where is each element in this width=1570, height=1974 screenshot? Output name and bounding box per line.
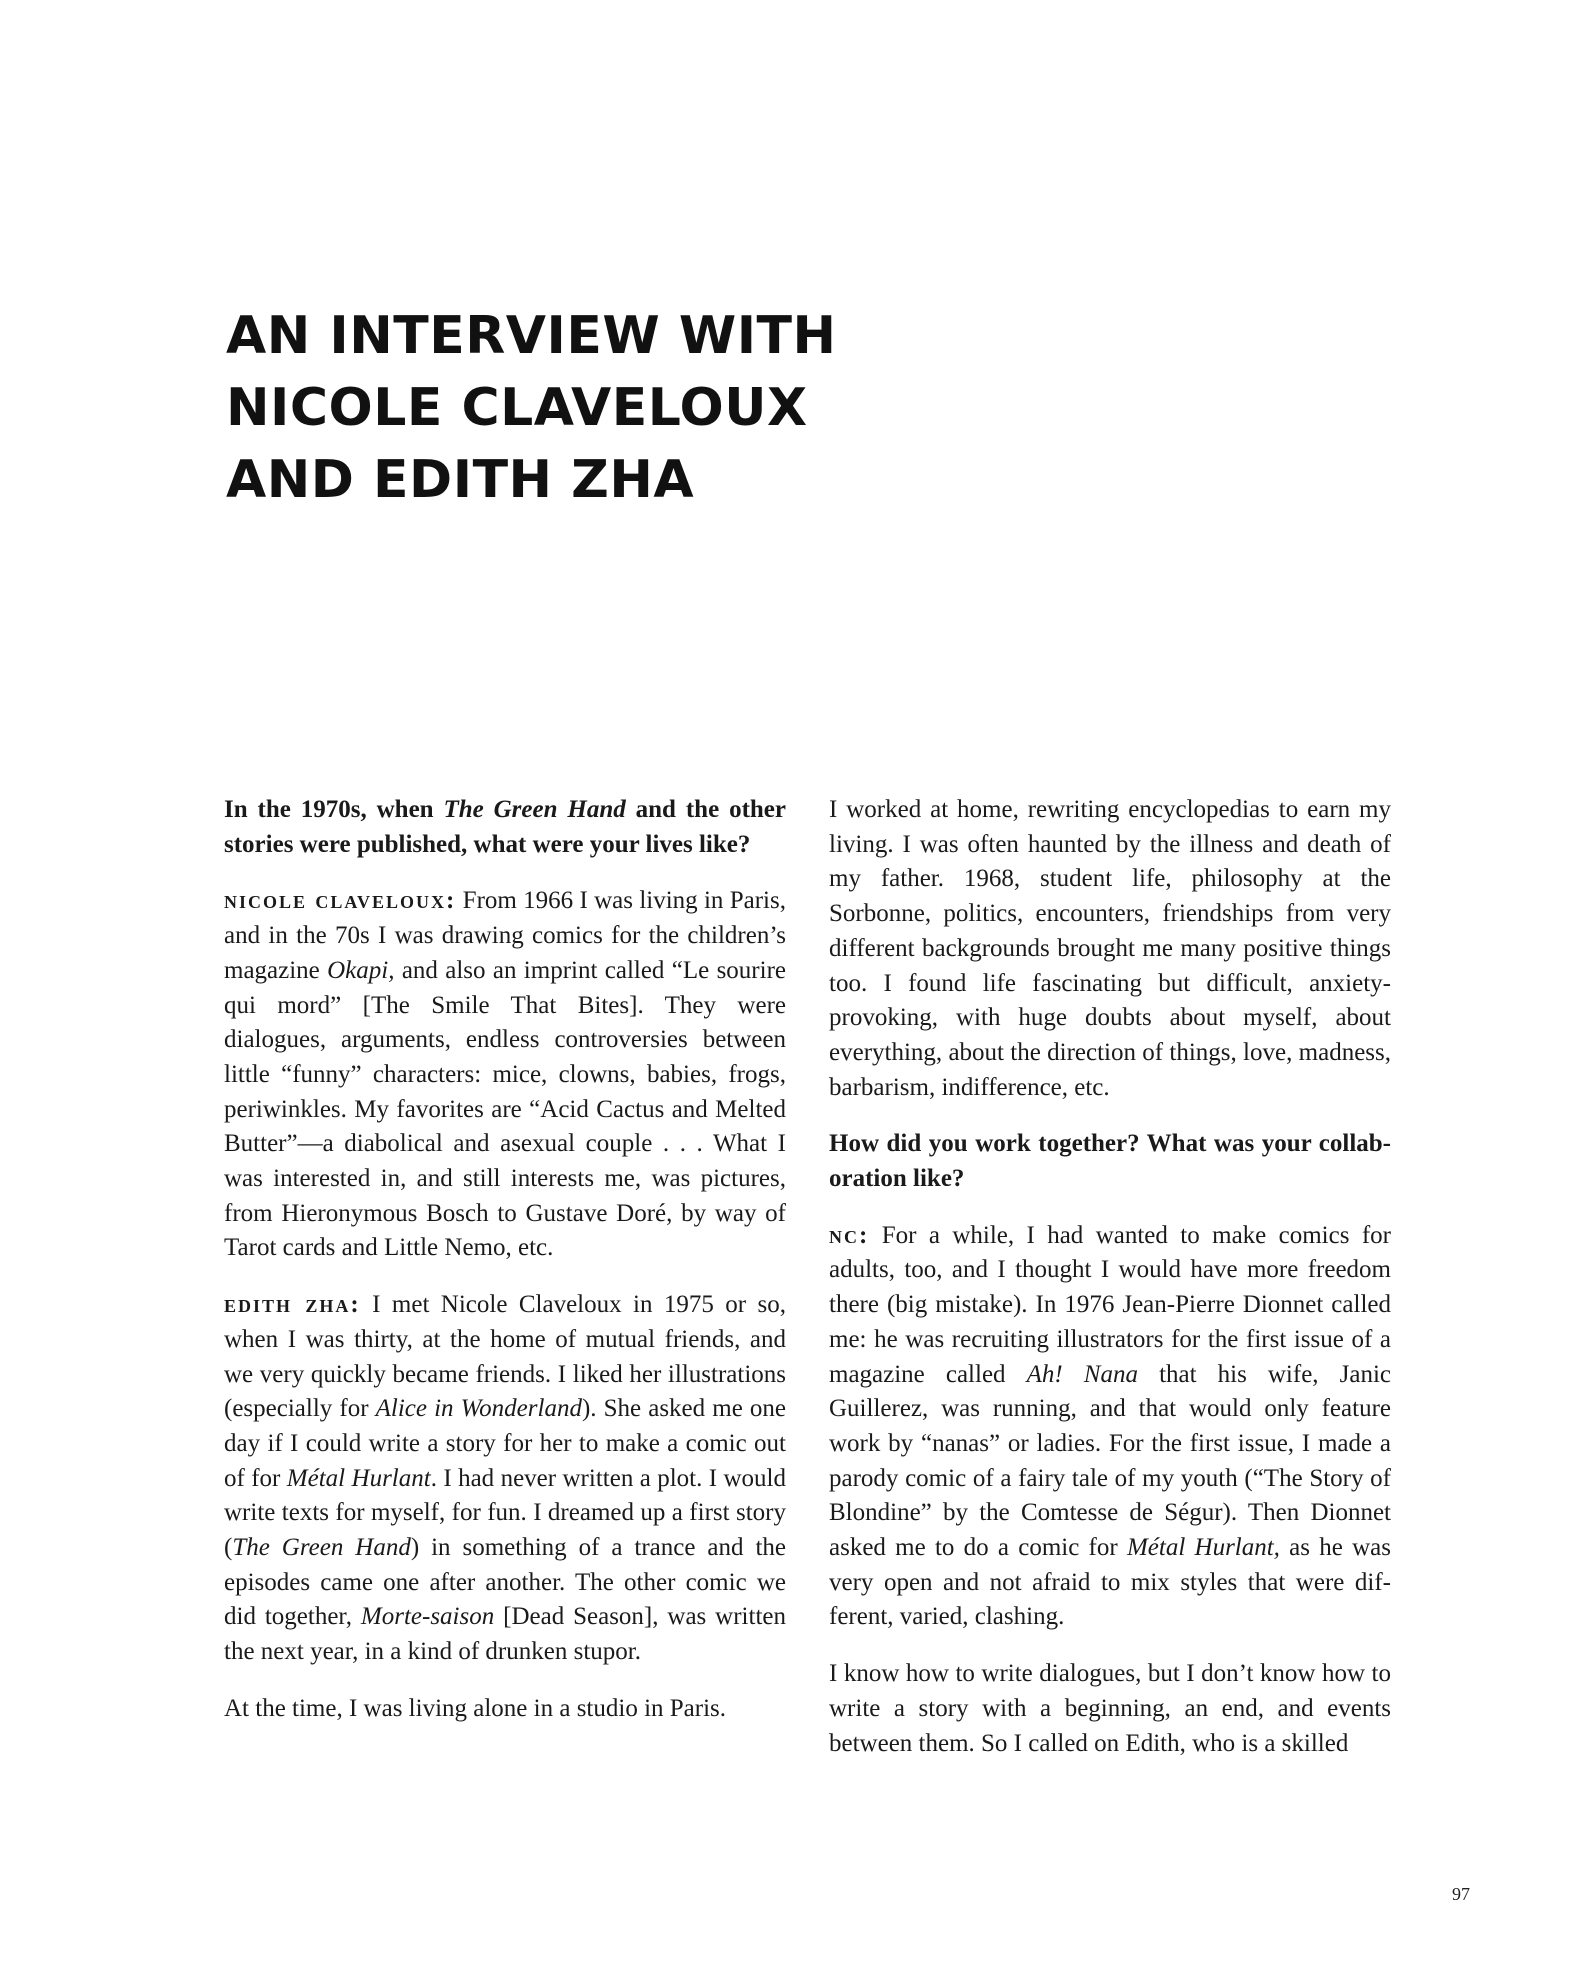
left-column	[224, 793, 786, 1749]
speaker-label: edith zha:	[224, 1291, 361, 1319]
speaker-label: nc:	[829, 1221, 870, 1249]
title-line: AND EDITH ZHA	[226, 450, 695, 510]
answer-claveloux: nicole claveloux: From 1966 I was living in Paris, and in the 70s I was drawing comics for the children’s magazine Okapi, and also an imprint called “Le sourire qui mord” [The Smile That Bites]. They were dialogues, arguments, endless controversies between little “funny” characters: mice, clowns, babies, frogs, periwinkles. My favorites are “Acid Cactus and Melted Butter”—a diabolical and asexual couple . . . What I was interested in, and still interests me, was pictures, from Hieronymous Bosch to Gustave Doré, by way of Tarot cards and Little Nemo, etc.	[224, 887, 786, 1262]
title-line: NICOLE CLAVELOUX	[226, 378, 808, 438]
speaker-label: nicole claveloux:	[224, 887, 457, 915]
title-line: AN INTERVIEW WITH	[226, 306, 837, 366]
book-title: The Green Hand	[443, 796, 626, 823]
question-2: How did you work together? What was your collaboration like?	[829, 1130, 1391, 1193]
paragraph: At the time, I was living alone in a studio in Paris.	[224, 1694, 727, 1722]
answer-claveloux-2: nc: For a while, I had wanted to make comics for adults, too, and I thought I would have more freedom there (big mistake). In 1976 Jean-Pierre Dionnet called me: he was recruiting illustrators for the first issue of a magazine called Ah! Nana that his wife, Janic Guillerez, was running, and that would only feature work by “nanas” or ladies. For the first issue, I made a parody comic of a fairy tale of my youth (“The Story of Blondine” by the Comtesse de Ségur). Then Dionnet asked me to do a comic for Métal Hurlant, as he was very open and not afraid to mix styles that were different, varied, clashing.	[829, 1221, 1391, 1631]
page-number: 97	[1452, 1884, 1470, 1904]
answer-zha: edith zha: I met Nicole Claveloux in 1975 or so, when I was thirty, at the home of mutual friends, and we very quickly became friends. I liked her illustrations (especially for Alice in Wonderland). She asked me one day if I could write a story for her to make a comic out of for Métal Hurlant. I had never written a plot. I would write texts for myself, for fun. I dreamed up a first story (The Green Hand) in something of a trance and the episodes came one after another. The other comic we did together, Morte-saison [Dead Season], was written the next year, in a kind of drunken stupor.	[224, 1291, 786, 1666]
right-column	[829, 793, 1391, 1783]
paragraph: I know how to write dialogues, but I don’t know how to write a story with a beginning, an end, and events between them. So I called on Edith, who is a skilled	[829, 1660, 1391, 1757]
page-title	[226, 300, 926, 516]
question-1: In the 1970s, when The Green Hand and the other stories were published, what were your lives like?	[224, 796, 786, 858]
paragraph: I worked at home, rewriting encyclopedias to earn my living. I was often haunted by the illness and death of my father. 1968, student life, philosophy at the Sorbonne, politics, encounters, friendships from very different backgrounds brought me many positive things too. I found life fascinating but difficult, anxiety-provoking, with huge doubts about myself, about everything, about the direction of things, love, madness, barbarism, indifference, etc.	[829, 796, 1391, 1101]
